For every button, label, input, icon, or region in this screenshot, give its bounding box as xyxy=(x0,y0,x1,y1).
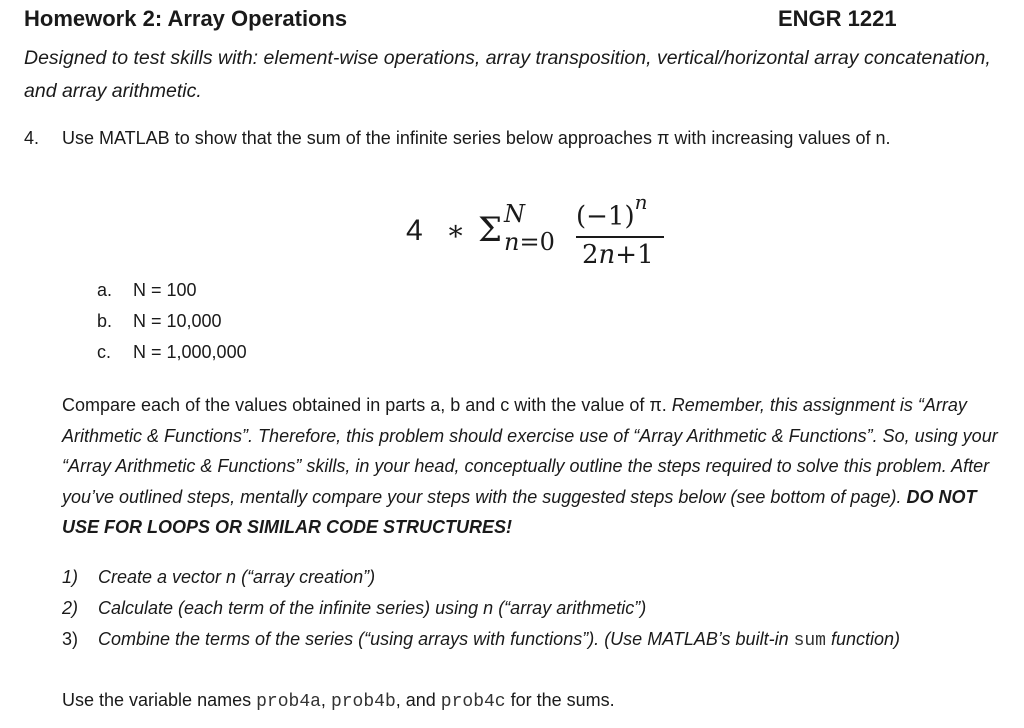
numerator-exponent: n xyxy=(634,190,648,214)
final-sep-1: , xyxy=(320,690,331,710)
summation-start: =0 xyxy=(519,228,555,256)
step-text-before: Combine the terms of the series (“using arrays with functions”). (Use MATLAB’s built-in xyxy=(98,629,794,649)
instructions-warning: DO NOT USE FOR LOOPS OR SIMILAR CODE STRUCTURES! xyxy=(62,486,977,537)
final-sep-2: , and xyxy=(395,690,441,710)
summation-symbol: Σ xyxy=(478,210,503,250)
var-prob4b: prob4b xyxy=(330,692,396,712)
instructions-italic: Remember, this assignment is “Array Arithmetic & Functions”. Therefore, this problem should exercise use of “Array Arithmetic & Functions”. So, using your “Array Arithmetic & Functions” skills, in your head, conceptually outline the steps required to solve this problem. After you’ve outlined steps, mentally compare your steps with the suggested steps below (see bottom of page). xyxy=(62,395,998,507)
series-formula xyxy=(400,188,700,288)
final-suffix: for the sums. xyxy=(505,690,615,710)
step-text-after: function) xyxy=(831,629,901,649)
fraction-bar xyxy=(576,236,664,238)
homework-title: Homework 2: Array Operations xyxy=(24,6,348,31)
formula-coefficient: 4 xyxy=(406,214,423,247)
step-label: 2) xyxy=(62,598,79,618)
part-value: N = 10,000 xyxy=(133,311,222,331)
instructions-plain: Compare each of the values obtained in parts a, b and c with the value of π. xyxy=(62,395,672,415)
assignment-subtitle: Designed to test skills with: element-wise operations, array transposition, vertical/horizontal array concatenation, and array arithmetic. xyxy=(24,47,991,102)
numerator-base: (−1) xyxy=(576,201,635,232)
part-value: N = 1,000,000 xyxy=(133,342,247,362)
part-label: b. xyxy=(97,311,113,331)
summation-lower-limit xyxy=(504,228,555,256)
step-text: Create a vector n (“array creation”) xyxy=(98,567,376,587)
sum-function-code: sum xyxy=(793,631,826,651)
final-prefix: Use the variable names xyxy=(62,690,257,710)
summation-index: n xyxy=(504,228,520,256)
denominator-coefficient: 2 xyxy=(582,240,599,270)
var-prob4c: prob4c xyxy=(440,692,506,712)
part-value: N = 100 xyxy=(133,280,197,300)
part-label: a. xyxy=(97,280,113,300)
denominator-constant: +1 xyxy=(615,240,654,270)
formula-multiply: ∗ xyxy=(446,214,466,247)
question-number: 4. xyxy=(24,128,40,148)
var-prob4a: prob4a xyxy=(256,692,321,712)
summation-upper-limit: N xyxy=(504,200,525,228)
step-text xyxy=(98,629,900,651)
step-label: 3) xyxy=(62,629,79,649)
course-code: ENGR 1221 xyxy=(778,6,897,31)
fraction-numerator xyxy=(576,190,648,232)
step-label: 1) xyxy=(62,567,79,587)
instructions-paragraph xyxy=(62,390,1002,543)
question-text: Use MATLAB to show that the sum of the infinite series below approaches π with increasing values of n. xyxy=(62,128,891,148)
denominator-variable: n xyxy=(598,240,616,270)
fraction-denominator xyxy=(582,240,654,270)
variable-names-note xyxy=(62,690,615,712)
step-text: Calculate (each term of the infinite series) using n (“array arithmetic”) xyxy=(98,598,647,618)
part-label: c. xyxy=(97,342,112,362)
